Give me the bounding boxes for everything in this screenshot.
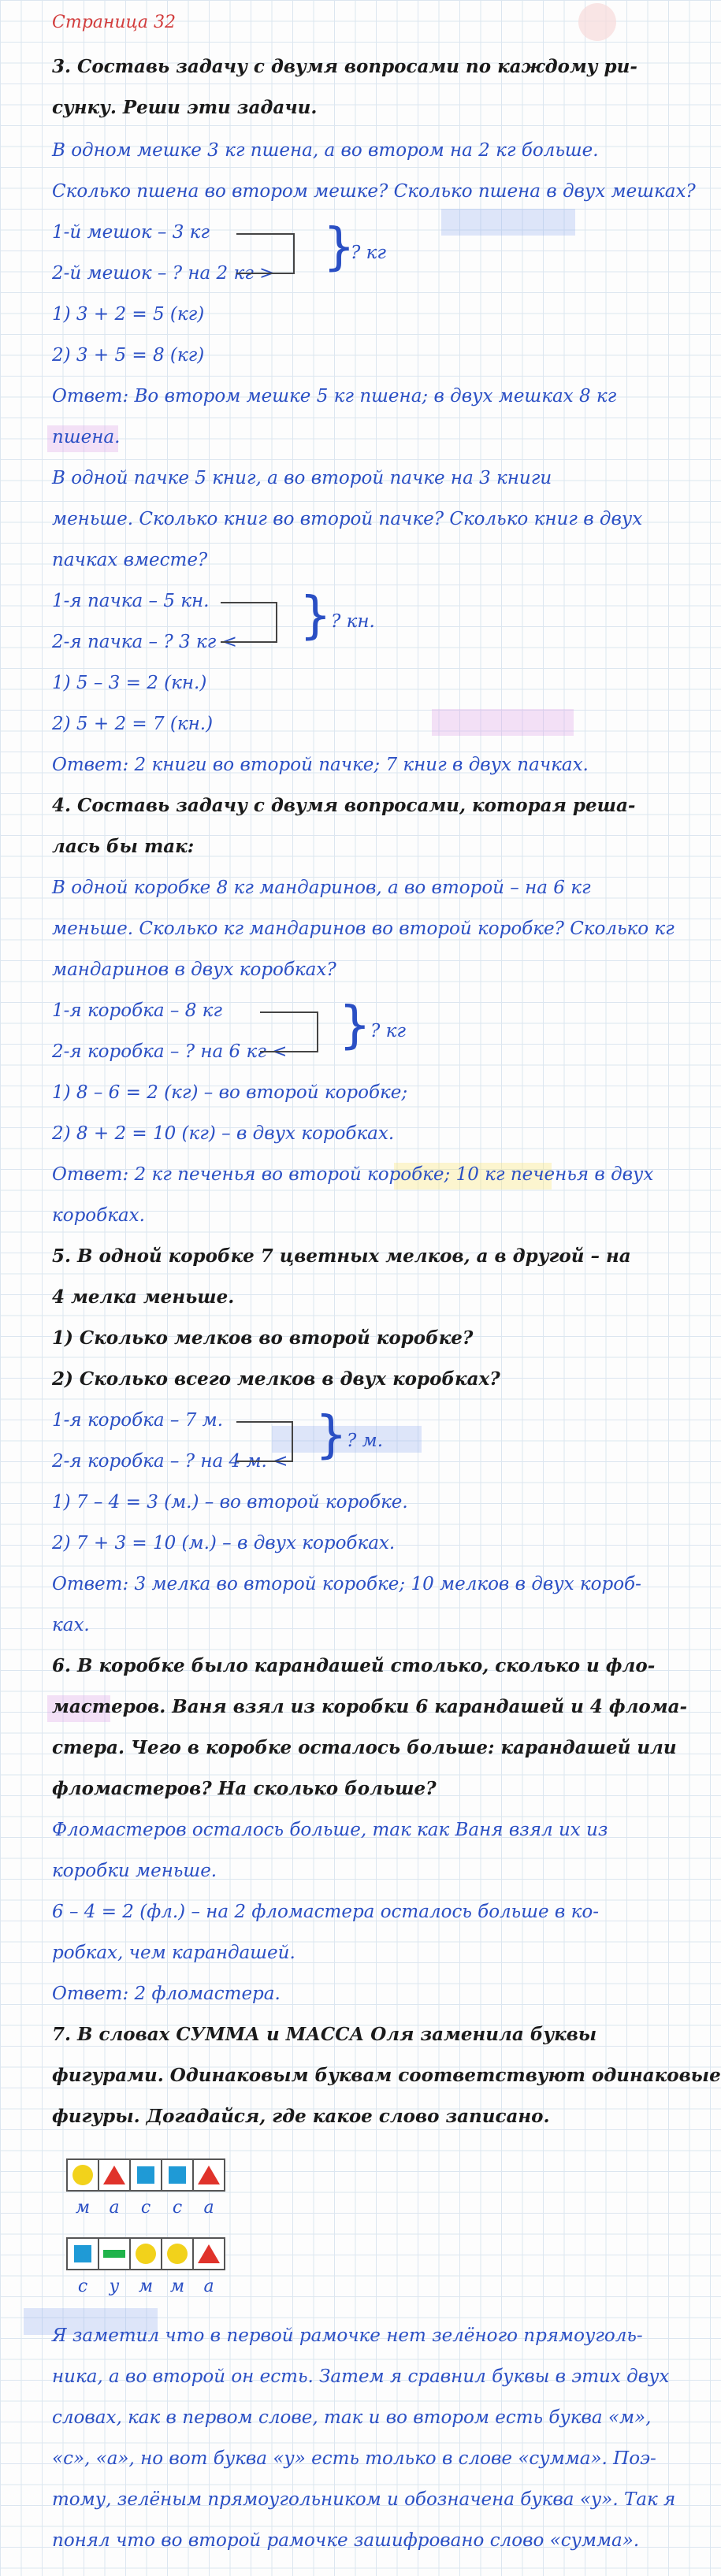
task3-b-sol2: 2) 5 + 2 = 7 (кн.) [52,714,214,734]
task6-title-line2: мастеров. Ваня взял из коробки 6 карандашей и 4 флома- [52,1696,688,1717]
task4-text2: меньше. Сколько кг мандаринов во второй коробке? Сколько кг [52,919,675,939]
task6-text2: коробки меньше. [52,1861,217,1881]
task3-b-short1: 1-я пачка – 5 кн. [52,591,210,611]
task3-a-short1: 1-й мешок – 3 кг [52,222,210,243]
letter: с [140,2198,151,2218]
letter: у [109,2277,120,2296]
task3-a-answer1: Ответ: Во втором мешке 5 кг пшена; в двух мешках 8 кг [52,386,617,406]
page-label: Страница 32 [52,13,177,32]
task3-a-text2: Сколько пшена во втором мешке? Сколько пшена в двух мешках? [52,181,696,202]
comparison-arrow [260,1011,318,1052]
task4-answer1: Ответ: 2 кг печенья во второй коробке; 10 кг печенья в двух [52,1164,654,1185]
task5-short2: 2-я коробка – ? на 4 м. < [52,1451,288,1472]
task6-text1: Фломастеров осталось больше, так как Ваня взял их из [52,1820,608,1840]
task5-short1: 1-я коробка – 7 м. [52,1410,224,1431]
letter: с [77,2277,88,2296]
task7-title-line3: фигуры. Догадайся, где какое слово записано. [52,2106,550,2127]
task7-text5: тому, зелёным прямоугольником и обозначена буква «у». Так я [52,2489,676,2510]
task3-title-line1: 3. Составь задачу с двумя вопросами по каждому ри- [52,56,637,77]
blue-square-icon [74,2245,91,2262]
figure-cell [98,2158,131,2192]
task3-a-brace: ? кг [351,243,387,263]
task4-short1: 1-я коробка – 8 кг [52,1000,223,1021]
yellow-circle-icon [136,2244,156,2264]
letter: с [172,2198,183,2218]
task6-sol2: робках, чем карандашей. [52,1943,295,1963]
task6-answer: Ответ: 2 фломастера. [52,1984,281,2004]
figure-cell [192,2158,225,2192]
task5-sol1: 1) 7 – 4 = 3 (м.) – во второй коробке. [52,1492,408,1513]
task5-question2: 2) Сколько всего мелков в двух коробках? [52,1368,500,1390]
task5-title-line1: 5. В одной коробке 7 цветных мелков, а в другой – на [52,1245,631,1267]
red-triangle-icon [103,2166,125,2184]
figure-row-2-letters [67,2277,225,2296]
figure-cell [66,2158,99,2192]
task3-b-answer: Ответ: 2 книги во второй пачке; 7 книг в двух пачках. [52,755,589,775]
task3-b-text1: В одной пачке 5 книг, а во второй пачке на 3 книги [52,468,552,488]
task5-answer2: ках. [52,1615,90,1635]
task3-b-text2: меньше. Сколько книг во второй пачке? Сколько книг в двух [52,509,643,529]
task4-sol2: 2) 8 + 2 = 10 (кг) – в двух коробках. [52,1123,395,1144]
letter: а [109,2198,120,2218]
task3-a-text1: В одном мешке 3 кг пшена, а во втором на 2 кг больше. [52,140,599,161]
figure-cell [161,2237,194,2270]
figure-cell [98,2237,131,2270]
task4-answer2: коробках. [52,1205,145,1226]
blue-square-icon [137,2166,154,2184]
task4-sol1: 1) 8 – 6 = 2 (кг) – во второй коробке; [52,1082,408,1103]
brace-icon: } [299,587,332,645]
task7-text6: понял что во второй рамочке зашифровано слово «сумма». [52,2530,640,2551]
task3-b-short2: 2-я пачка – ? 3 кг < [52,632,237,652]
comparison-arrow [236,233,295,274]
green-rectangle-icon [103,2250,125,2258]
task4-title-line1: 4. Составь задачу с двумя вопросами, которая реша- [52,795,636,816]
task5-sol2: 2) 7 + 3 = 10 (м.) – в двух коробках. [52,1533,396,1553]
task4-text1: В одной коробке 8 кг мандаринов, а во второй – на 6 кг [52,878,591,898]
letter: м [138,2277,154,2296]
figure-row-1 [66,2158,224,2192]
red-triangle-icon [198,2166,220,2184]
comparison-arrow [236,1421,293,1462]
task3-b-brace: ? кн. [331,611,375,632]
task4-short2: 2-я коробка – ? на 6 кг < [52,1041,288,1062]
task4-brace: ? кг [370,1021,407,1041]
task4-title-line2: лась бы так: [52,836,195,857]
letter: м [169,2277,185,2296]
brace-icon: } [315,1406,347,1464]
task5-answer1: Ответ: 3 мелка во второй коробке; 10 мелков в двух короб- [52,1574,641,1594]
figure-cell [129,2237,162,2270]
brace-icon: } [323,218,355,277]
letter: м [75,2198,91,2218]
task7-title-line1: 7. В словах СУММА и МАССА Оля заменила буквы [52,2024,597,2045]
task5-question1: 1) Сколько мелков во второй коробке? [52,1327,474,1349]
task6-title-line3: стера. Чего в коробке осталось больше: карандашей или [52,1737,677,1758]
figure-row-1-letters [67,2198,225,2218]
blue-square-icon [169,2166,186,2184]
task5-brace: ? м. [347,1431,384,1451]
yellow-circle-icon [72,2165,93,2185]
task3-b-text3: пачках вместе? [52,550,208,570]
figure-cell [129,2158,162,2192]
task3-a-sol2: 2) 3 + 5 = 8 (кг) [52,345,205,366]
task7-text1: Я заметил что в первой рамочке нет зелёного прямоуголь- [52,2325,643,2346]
task4-text3: мандаринов в двух коробках? [52,960,336,980]
red-triangle-icon [198,2244,220,2263]
brace-icon: } [339,997,371,1055]
task7-text3: словах, как в первом слове, так и во втором есть буква «м», [52,2407,652,2428]
task3-b-sol1: 1) 5 – 3 = 2 (кн.) [52,673,207,693]
task6-sol1: 6 – 4 = 2 (фл.) – на 2 фломастера осталось больше в ко- [52,1902,599,1922]
letter: а [203,2198,214,2218]
task3-a-answer2: пшена. [52,427,121,447]
task6-title-line4: фломастеров? На сколько больше? [52,1778,437,1799]
yellow-circle-icon [167,2244,188,2264]
task3-a-short2: 2-й мешок – ? на 2 кг > [52,263,275,284]
task3-a-sol1: 1) 3 + 2 = 5 (кг) [52,304,205,325]
figure-cell [161,2158,194,2192]
task7-text4: «с», «а», но вот буква «у» есть только в слове «сумма». Поэ- [52,2448,656,2469]
task5-title-line2: 4 мелка меньше. [52,1286,235,1308]
task3-title-line2: сунку. Реши эти задачи. [52,97,318,118]
figure-row-2 [66,2237,224,2270]
task6-title-line1: 6. В коробке было карандашей столько, сколько и фло- [52,1655,656,1676]
task7-title-line2: фигурами. Одинаковым буквам соответствуют одинаковые [52,2065,721,2086]
letter: а [203,2277,214,2296]
figure-cell [192,2237,225,2270]
task7-text2: ника, а во второй он есть. Затем я сравнил буквы в этих двух [52,2366,670,2387]
figure-cell [66,2237,99,2270]
comparison-arrow [221,602,277,643]
